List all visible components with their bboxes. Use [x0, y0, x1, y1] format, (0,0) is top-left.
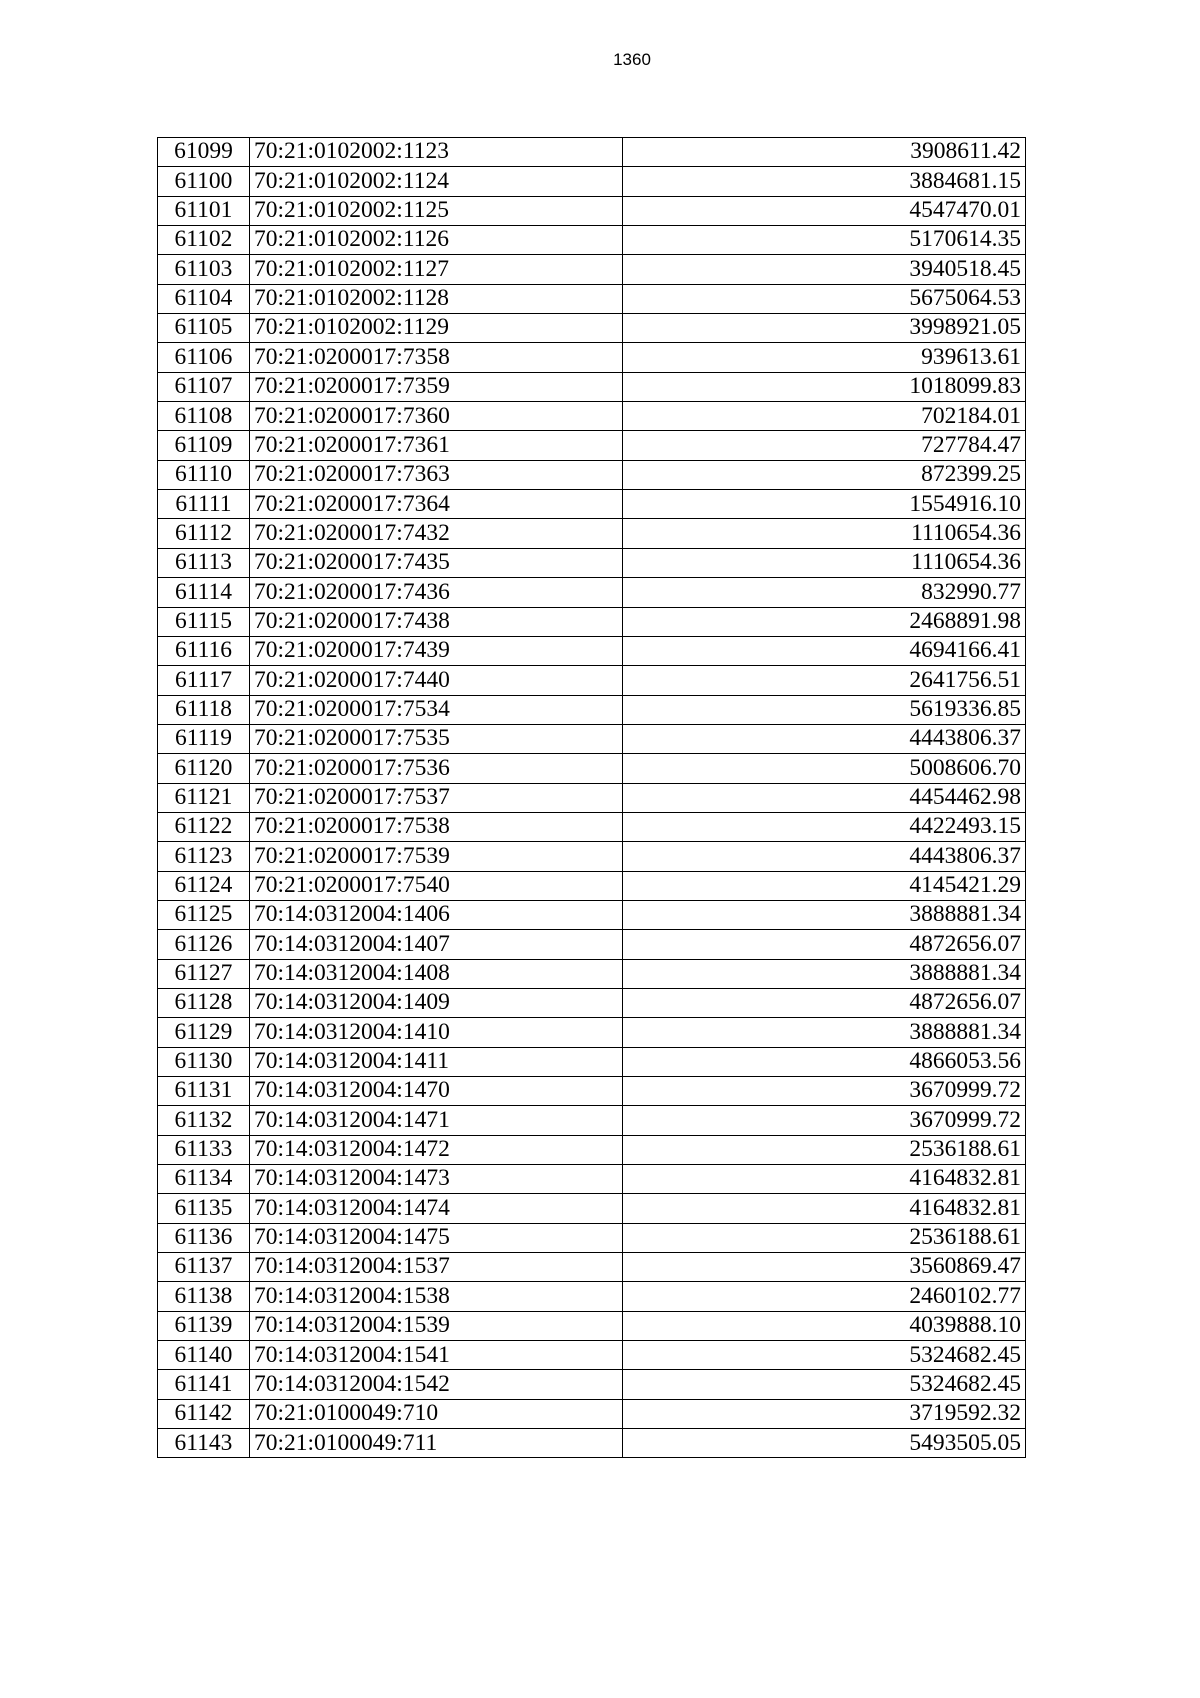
table-row [158, 372, 1026, 401]
cadastral-number-cell: 70:21:0200017:7432 [250, 519, 623, 548]
cadastral-value-cell: 3888881.34 [623, 900, 1026, 929]
row-number-cell: 61126 [158, 930, 250, 959]
cadastral-value-cell: 2460102.77 [623, 1282, 1026, 1311]
row-number-cell: 61113 [158, 548, 250, 577]
table-row [158, 842, 1026, 871]
row-number-cell: 61104 [158, 284, 250, 313]
row-number-cell: 61118 [158, 695, 250, 724]
cadastral-value-cell: 2641756.51 [623, 666, 1026, 695]
row-number-cell: 61142 [158, 1399, 250, 1428]
cadastral-value-cell: 4866053.56 [623, 1047, 1026, 1076]
cadastral-number-cell: 70:21:0102002:1128 [250, 284, 623, 313]
table-row [158, 138, 1026, 167]
cadastral-number-cell: 70:14:0312004:1410 [250, 1018, 623, 1047]
row-number-cell: 61114 [158, 578, 250, 607]
table-row [158, 666, 1026, 695]
cadastral-value-cell: 5170614.35 [623, 226, 1026, 255]
cadastral-value-cell: 4547470.01 [623, 196, 1026, 225]
table-row [158, 1106, 1026, 1135]
row-number-cell: 61129 [158, 1018, 250, 1047]
table-row [158, 783, 1026, 812]
cadastral-value-cell: 5324682.45 [623, 1341, 1026, 1370]
table-row [158, 1429, 1026, 1458]
cadastral-number-cell: 70:21:0200017:7435 [250, 548, 623, 577]
row-number-cell: 61125 [158, 900, 250, 929]
cadastral-value-cell: 3888881.34 [623, 1018, 1026, 1047]
row-number-cell: 61099 [158, 138, 250, 167]
row-number-cell: 61131 [158, 1077, 250, 1106]
cadastral-number-cell: 70:21:0100049:710 [250, 1399, 623, 1428]
row-number-cell: 61110 [158, 460, 250, 489]
row-number-cell: 61136 [158, 1223, 250, 1252]
table-row [158, 167, 1026, 196]
table-row [158, 1135, 1026, 1164]
cadastral-value-cell: 3670999.72 [623, 1077, 1026, 1106]
cadastral-number-cell: 70:21:0102002:1126 [250, 226, 623, 255]
cadastral-value-cell: 4454462.98 [623, 783, 1026, 812]
row-number-cell: 61108 [158, 402, 250, 431]
row-number-cell: 61109 [158, 431, 250, 460]
cadastral-number-cell: 70:14:0312004:1539 [250, 1311, 623, 1340]
cadastral-value-cell: 3940518.45 [623, 255, 1026, 284]
row-number-cell: 61134 [158, 1165, 250, 1194]
table-row [158, 519, 1026, 548]
cadastral-number-cell: 70:21:0200017:7536 [250, 754, 623, 783]
cadastral-value-cell: 4422493.15 [623, 812, 1026, 841]
table-row [158, 343, 1026, 372]
row-number-cell: 61135 [158, 1194, 250, 1223]
row-number-cell: 61138 [158, 1282, 250, 1311]
cadastral-number-cell: 70:21:0102002:1127 [250, 255, 623, 284]
cadastral-value-cell: 872399.25 [623, 460, 1026, 489]
cadastral-number-cell: 70:21:0200017:7538 [250, 812, 623, 841]
cadastral-value-cell: 3998921.05 [623, 314, 1026, 343]
cadastral-value-cell: 3888881.34 [623, 959, 1026, 988]
cadastral-value-cell: 2468891.98 [623, 607, 1026, 636]
row-number-cell: 61130 [158, 1047, 250, 1076]
row-number-cell: 61140 [158, 1341, 250, 1370]
cadastral-value-table [157, 137, 1026, 1458]
row-number-cell: 61116 [158, 636, 250, 665]
table-row [158, 988, 1026, 1017]
table-row [158, 959, 1026, 988]
cadastral-value-cell: 1110654.36 [623, 548, 1026, 577]
cadastral-number-cell: 70:14:0312004:1411 [250, 1047, 623, 1076]
cadastral-value-cell: 4694166.41 [623, 636, 1026, 665]
cadastral-number-cell: 70:21:0102002:1129 [250, 314, 623, 343]
row-number-cell: 61111 [158, 490, 250, 519]
row-number-cell: 61139 [158, 1311, 250, 1340]
table-row [158, 636, 1026, 665]
row-number-cell: 61119 [158, 724, 250, 753]
table-row [158, 900, 1026, 929]
table-row [158, 871, 1026, 900]
table-row [158, 754, 1026, 783]
table-row [158, 1194, 1026, 1223]
cadastral-value-cell: 2536188.61 [623, 1223, 1026, 1252]
row-number-cell: 61123 [158, 842, 250, 871]
table-row [158, 695, 1026, 724]
cadastral-number-cell: 70:14:0312004:1406 [250, 900, 623, 929]
table-row [158, 1077, 1026, 1106]
row-number-cell: 61120 [158, 754, 250, 783]
cadastral-value-cell: 3884681.15 [623, 167, 1026, 196]
table-row [158, 548, 1026, 577]
cadastral-value-cell: 1554916.10 [623, 490, 1026, 519]
row-number-cell: 61127 [158, 959, 250, 988]
cadastral-number-cell: 70:21:0200017:7361 [250, 431, 623, 460]
cadastral-number-cell: 70:21:0200017:7364 [250, 490, 623, 519]
cadastral-value-cell: 2536188.61 [623, 1135, 1026, 1164]
table-row [158, 607, 1026, 636]
cadastral-number-cell: 70:14:0312004:1542 [250, 1370, 623, 1399]
row-number-cell: 61121 [158, 783, 250, 812]
cadastral-number-cell: 70:14:0312004:1474 [250, 1194, 623, 1223]
cadastral-number-cell: 70:21:0200017:7439 [250, 636, 623, 665]
row-number-cell: 61106 [158, 343, 250, 372]
table-row [158, 402, 1026, 431]
row-number-cell: 61112 [158, 519, 250, 548]
table-row [158, 1370, 1026, 1399]
table-row [158, 255, 1026, 284]
cadastral-number-cell: 70:21:0200017:7440 [250, 666, 623, 695]
cadastral-number-cell: 70:21:0200017:7534 [250, 695, 623, 724]
cadastral-value-cell: 727784.47 [623, 431, 1026, 460]
cadastral-number-cell: 70:21:0100049:711 [250, 1429, 623, 1458]
table-row [158, 226, 1026, 255]
cadastral-number-cell: 70:21:0102002:1124 [250, 167, 623, 196]
cadastral-value-cell: 4872656.07 [623, 930, 1026, 959]
table-row [158, 930, 1026, 959]
table-row [158, 431, 1026, 460]
row-number-cell: 61122 [158, 812, 250, 841]
cadastral-value-cell: 3908611.42 [623, 138, 1026, 167]
cadastral-number-cell: 70:14:0312004:1409 [250, 988, 623, 1017]
row-number-cell: 61115 [158, 607, 250, 636]
cadastral-number-cell: 70:21:0200017:7358 [250, 343, 623, 372]
cadastral-value-cell: 939613.61 [623, 343, 1026, 372]
cadastral-value-cell: 4443806.37 [623, 724, 1026, 753]
table-row [158, 1282, 1026, 1311]
cadastral-value-cell: 4872656.07 [623, 988, 1026, 1017]
cadastral-value-cell: 1018099.83 [623, 372, 1026, 401]
row-number-cell: 61128 [158, 988, 250, 1017]
row-number-cell: 61141 [158, 1370, 250, 1399]
cadastral-value-cell: 4164832.81 [623, 1165, 1026, 1194]
cadastral-value-cell: 4039888.10 [623, 1311, 1026, 1340]
table-row [158, 284, 1026, 313]
table-row [158, 1223, 1026, 1252]
row-number-cell: 61117 [158, 666, 250, 695]
cadastral-number-cell: 70:14:0312004:1475 [250, 1223, 623, 1252]
cadastral-value-cell: 4164832.81 [623, 1194, 1026, 1223]
table-row [158, 812, 1026, 841]
cadastral-number-cell: 70:14:0312004:1408 [250, 959, 623, 988]
table-row [158, 724, 1026, 753]
table-row [158, 1341, 1026, 1370]
cadastral-number-cell: 70:14:0312004:1407 [250, 930, 623, 959]
row-number-cell: 61103 [158, 255, 250, 284]
table-row [158, 490, 1026, 519]
cadastral-number-cell: 70:14:0312004:1473 [250, 1165, 623, 1194]
cadastral-number-cell: 70:21:0200017:7363 [250, 460, 623, 489]
row-number-cell: 61124 [158, 871, 250, 900]
cadastral-value-cell: 5675064.53 [623, 284, 1026, 313]
cadastral-number-cell: 70:14:0312004:1538 [250, 1282, 623, 1311]
table-row [158, 1047, 1026, 1076]
cadastral-value-cell: 5493505.05 [623, 1429, 1026, 1458]
cadastral-value-cell: 4443806.37 [623, 842, 1026, 871]
table-row [158, 314, 1026, 343]
cadastral-number-cell: 70:14:0312004:1470 [250, 1077, 623, 1106]
cadastral-value-cell: 5008606.70 [623, 754, 1026, 783]
row-number-cell: 61133 [158, 1135, 250, 1164]
cadastral-value-cell: 3560869.47 [623, 1253, 1026, 1282]
table-row [158, 1399, 1026, 1428]
table-body [158, 138, 1026, 1458]
cadastral-number-cell: 70:21:0102002:1123 [250, 138, 623, 167]
cadastral-number-cell: 70:21:0200017:7535 [250, 724, 623, 753]
row-number-cell: 61105 [158, 314, 250, 343]
row-number-cell: 61132 [158, 1106, 250, 1135]
cadastral-number-cell: 70:21:0200017:7537 [250, 783, 623, 812]
table-row [158, 578, 1026, 607]
row-number-cell: 61101 [158, 196, 250, 225]
cadastral-value-cell: 3670999.72 [623, 1106, 1026, 1135]
page-number: 1360 [613, 50, 651, 69]
cadastral-value-cell: 1110654.36 [623, 519, 1026, 548]
table-row [158, 1165, 1026, 1194]
cadastral-number-cell: 70:14:0312004:1537 [250, 1253, 623, 1282]
row-number-cell: 61143 [158, 1429, 250, 1458]
cadastral-number-cell: 70:21:0200017:7436 [250, 578, 623, 607]
cadastral-value-cell: 832990.77 [623, 578, 1026, 607]
table-row [158, 1311, 1026, 1340]
row-number-cell: 61107 [158, 372, 250, 401]
cadastral-value-cell: 5324682.45 [623, 1370, 1026, 1399]
cadastral-number-cell: 70:21:0200017:7540 [250, 871, 623, 900]
cadastral-number-cell: 70:14:0312004:1472 [250, 1135, 623, 1164]
cadastral-value-cell: 5619336.85 [623, 695, 1026, 724]
row-number-cell: 61100 [158, 167, 250, 196]
row-number-cell: 61137 [158, 1253, 250, 1282]
table-row [158, 460, 1026, 489]
row-number-cell: 61102 [158, 226, 250, 255]
cadastral-number-cell: 70:21:0200017:7360 [250, 402, 623, 431]
cadastral-number-cell: 70:21:0200017:7438 [250, 607, 623, 636]
cadastral-number-cell: 70:14:0312004:1471 [250, 1106, 623, 1135]
cadastral-value-cell: 702184.01 [623, 402, 1026, 431]
cadastral-number-cell: 70:14:0312004:1541 [250, 1341, 623, 1370]
cadastral-number-cell: 70:21:0200017:7359 [250, 372, 623, 401]
cadastral-value-cell: 3719592.32 [623, 1399, 1026, 1428]
cadastral-number-cell: 70:21:0200017:7539 [250, 842, 623, 871]
table-row [158, 196, 1026, 225]
table-row [158, 1018, 1026, 1047]
table-row [158, 1253, 1026, 1282]
cadastral-value-cell: 4145421.29 [623, 871, 1026, 900]
cadastral-number-cell: 70:21:0102002:1125 [250, 196, 623, 225]
